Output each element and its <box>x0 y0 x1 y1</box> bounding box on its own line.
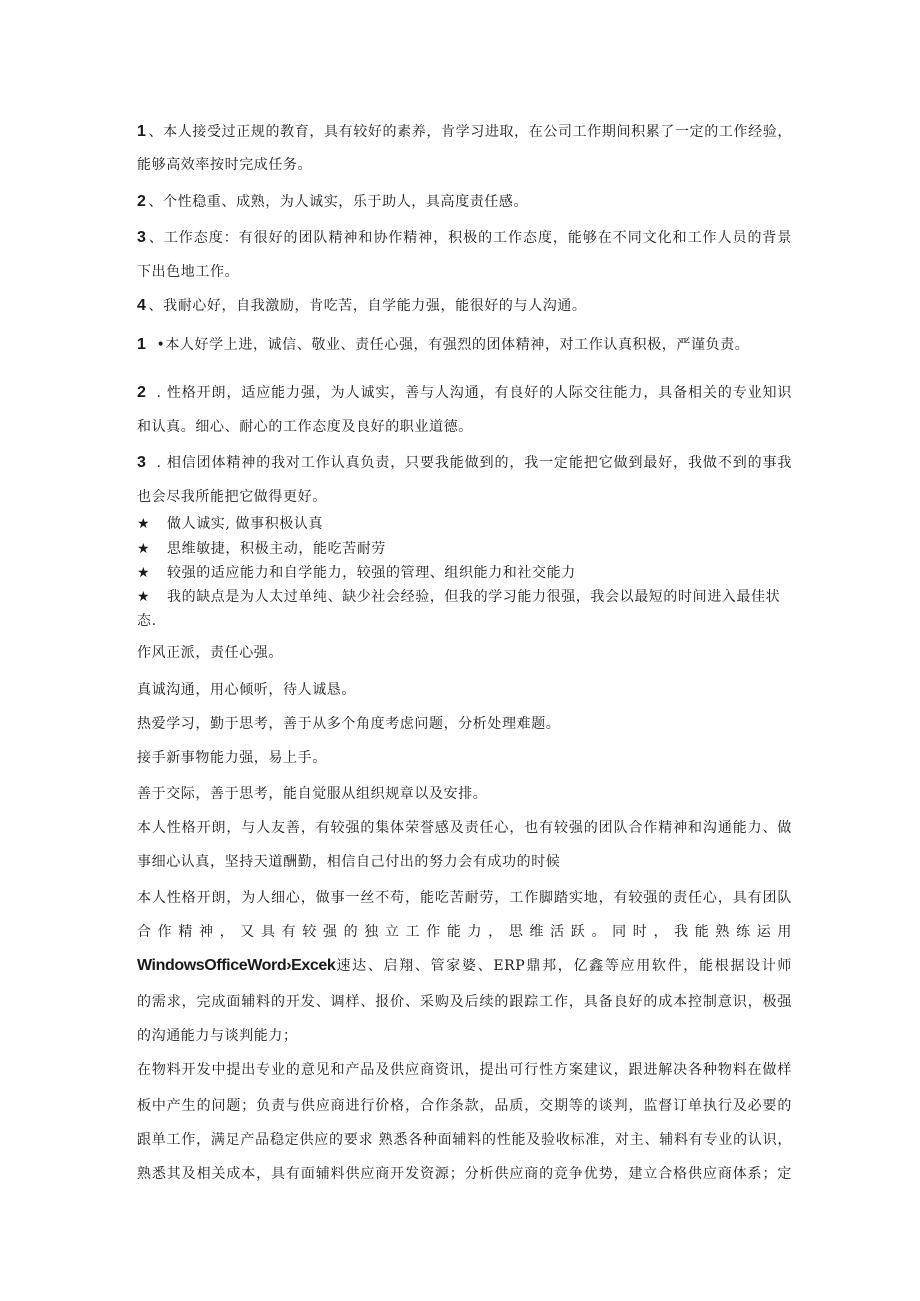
statement-line: 真诚沟通，用心倾听，待人诚恳。 <box>137 682 356 698</box>
paragraph-2-line-4: 的需求，完成面辅料的开发、调样、报价、采购及后续的跟踪工作，具备良好的成本控制意识，极强 <box>137 994 792 1010</box>
item-number: 2 <box>137 384 147 401</box>
star-item <box>137 587 792 607</box>
item-6-line-1 <box>137 383 792 403</box>
item-number: 2 <box>137 193 147 210</box>
paragraph-2-line-1: 本人性格开朗，为人细心，做事一丝不苟，能吃苦耐劳，工作脚踏实地，有较强的责任心，具有团队 <box>137 890 792 906</box>
item-1-line-2: 能够高效率按时完成任务。 <box>137 157 313 173</box>
statement-line: 善于交际，善于思考，能自觉服从组织规章以及安排。 <box>137 786 488 802</box>
item-text: 、个性稳重、成熟，为人诚实，乐于助人，具高度责任感。 <box>148 194 529 210</box>
item-2-line-1 <box>137 192 792 212</box>
item-number: 3 <box>137 454 147 471</box>
paragraph-2-line-5: 的沟通能力与谈判能力； <box>137 1028 298 1044</box>
software-list-text: 速达、启翔、管家婆、ERP鼎邦，亿鑫等应用软件，能根据设计师 <box>335 958 792 974</box>
star-text: 做人诚实, 做事积极认真 <box>167 516 324 532</box>
star-icon: ★ <box>137 565 151 581</box>
item-1-line-1 <box>137 122 792 142</box>
star-text: 较强的适应能力和自学能力，较强的管理、组织能力和社交能力 <box>167 565 576 581</box>
paragraph-3-line-3: 跟单工作，满足产品稳定供应的要求 熟悉各种面辅料的性能及验收标准，对主、辅料有专业的认识， <box>137 1132 792 1148</box>
statement-line: 热爱学习，勤于思考，善于从多个角度考虑问题，分析处理难题。 <box>137 716 561 732</box>
star-item <box>137 563 792 583</box>
item-text: . 相信团体精神的我对工作认真负责，只要我能做到的，我一定能把它做到最好，我做不到的事我 <box>156 455 792 471</box>
item-number: 4 <box>137 297 147 314</box>
item-6-line-2: 和认真。细心、耐心的工作态度及良好的职业道德。 <box>137 419 473 435</box>
item-3-line-2: 下出色地工作。 <box>137 264 240 280</box>
item-7-line-2: 也会尽我所能把它做得更好。 <box>137 489 327 505</box>
paragraph-2-line-2: 合 作 精 神 ， 又 具 有 较 强 的 独 立 工 作 能 力 ， 思 维 活 跃 。 同 时 ， 我 能 熟 练 运 用 <box>137 924 792 940</box>
item-text: 、我耐心好，自我激励，肯吃苦，自学能力强，能很好的与人沟通。 <box>148 298 587 314</box>
paragraph-3-line-4: 熟悉其及相关成本，具有面辅料供应商开发资源；分析供应商的竞争优势，建立合格供应商体系；定 <box>137 1166 792 1182</box>
star-text: 思维敏捷，积极主动，能吃苦耐劳 <box>167 541 386 557</box>
star-icon: ★ <box>137 589 151 605</box>
star-item <box>137 539 792 559</box>
star-item <box>137 514 792 534</box>
item-number: 1 <box>137 336 147 353</box>
paragraph-3-line-2: 板中产生的问题；负责与供应商进行价格，合作条款，品质，交期等的谈判，监督订单执行及必要的 <box>137 1098 792 1114</box>
star-text: 我的缺点是为人太过单纯、缺少社会经验，但我的学习能力很强，我会以最短的时间进入最佳状 <box>167 589 781 605</box>
item-4-line-1 <box>137 296 792 316</box>
star-icon: ★ <box>137 516 151 532</box>
item-text: . 性格开朗，适应能力强，为人诚实，善与人沟通，有良好的人际交往能力，具备相关的专业知识 <box>156 385 792 401</box>
paragraph-1-line-1: 本人性格开朗，与人友善，有较强的集体荣誉感及责任心，也有较强的团队合作精神和沟通能力、做 <box>137 820 792 836</box>
paragraph-2-line-3 <box>137 956 792 976</box>
paragraph-1-line-2: 事细心认真，坚持天道酬勤，相信自己付出的努力会有成功的时候 <box>137 854 561 870</box>
item-text: 、工作态度：有很好的团队精神和协作精神，积极的工作态度，能够在不同文化和工作人员的背景 <box>148 230 792 246</box>
star-icon: ★ <box>137 541 151 557</box>
software-names: WindowsOfficeWord›Excek <box>137 957 336 974</box>
paragraph-3-line-1: 在物料开发中提出专业的意见和产品及供应商资讯，提出可行性方案建议，跟进解决各种物料在做样 <box>137 1062 792 1078</box>
item-text: •本人好学上进，诚信、敬业、责任心强，有强烈的团体精神，对工作认真积极，严谨负责。 <box>156 337 750 353</box>
star-item-continuation: 态. <box>137 613 157 629</box>
item-text: 、本人接受过正规的教育，具有较好的素养，肯学习进取，在公司工作期间积累了一定的工作经验， <box>148 124 792 140</box>
item-number: 1 <box>137 123 147 140</box>
item-number: 3 <box>137 229 147 246</box>
item-5-line-1 <box>137 335 792 355</box>
statement-line: 作风正派，责任心强。 <box>137 645 283 661</box>
statement-line: 接手新事物能力强，易上手。 <box>137 750 327 766</box>
item-7-line-1 <box>137 453 792 473</box>
item-3-line-1 <box>137 228 792 248</box>
